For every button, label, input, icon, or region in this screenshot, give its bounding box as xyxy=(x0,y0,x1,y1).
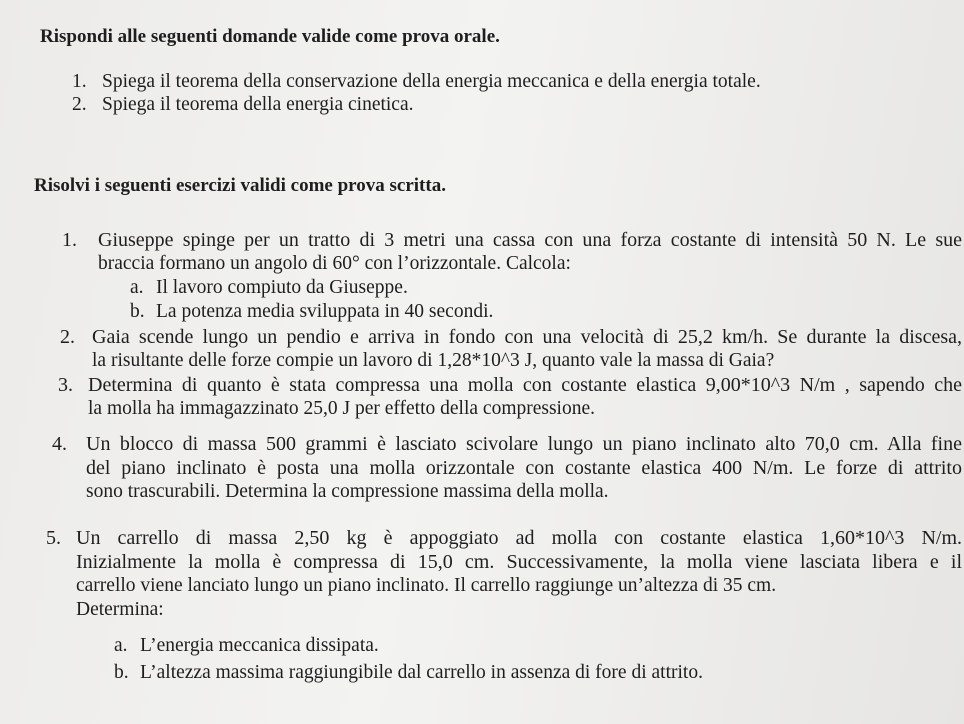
sub-item-text: L’energia meccanica dissipata. xyxy=(140,635,379,656)
sub-item-letter: a. xyxy=(114,635,128,656)
question-number: 2. xyxy=(72,94,87,115)
question-text: Spiega il teorema della conservazione della energia meccanica e della energia totale. xyxy=(102,71,761,92)
sub-item-letter: b. xyxy=(130,301,145,322)
exercise-number: 1. xyxy=(62,229,77,251)
exercise-line: del piano inclinato è posta una molla orizzontale con costante elastica 400 N/m. Le forze di attrito xyxy=(86,457,962,479)
exercise-line: braccia formano un angolo di 60° con l’orizzontale. Calcola: xyxy=(98,253,571,274)
exercise-number: 4. xyxy=(52,433,67,455)
sub-item xyxy=(114,636,379,656)
exercise-line: la risultante delle forze compie un lavoro di 1,28*10^3 J, quanto vale la massa di Gaia? xyxy=(92,350,775,371)
exercise-trailing: Determina: xyxy=(76,599,164,620)
oral-heading: Rispondi alle seguenti domande valide come prova orale. xyxy=(40,26,500,47)
oral-question xyxy=(72,72,761,92)
exercise-line: la molla ha immagazzinato 25,0 J per effetto della compressione. xyxy=(88,398,596,419)
exercise-line: sono trascurabili. Determina la compressione massima della molla. xyxy=(86,481,609,502)
question-number: 1. xyxy=(72,71,87,92)
question-text: Spiega il teorema della energia cinetica. xyxy=(102,94,414,115)
exercise-number: 5. xyxy=(46,527,61,549)
sub-item-letter: b. xyxy=(114,662,129,683)
sub-item-text: Il lavoro compiuto da Giuseppe. xyxy=(156,277,408,298)
exercise-number: 2. xyxy=(60,326,75,348)
exercise-line: Inizialmente la molla è compressa di 15,0 cm. Successivamente, la molla viene lasciata libera e il xyxy=(76,551,962,573)
exercise-line: carrello viene lanciato lungo un piano inclinato. Il carrello raggiunge un’altezza di 35 cm. xyxy=(76,575,777,596)
exercise-line: Un blocco di massa 500 grammi è lasciato scivolare lungo un piano inclinato alto 70,0 cm. Alla fine xyxy=(86,433,962,455)
sub-item-text: La potenza media sviluppata in 40 secondi. xyxy=(156,301,494,322)
oral-question xyxy=(72,95,414,115)
sub-item xyxy=(130,302,493,322)
exercise-line: Giuseppe spinge per un tratto di 3 metri una cassa con una forza costante di intensità 50 N. Le sue xyxy=(98,229,962,251)
sub-item-letter: a. xyxy=(130,277,144,298)
sub-item-text: L’altezza massima raggiungibile dal carrello in assenza di fore di attrito. xyxy=(140,662,703,683)
sub-item xyxy=(114,663,703,683)
exercise-line: Determina di quanto è stata compressa una molla con costante elastica 9,00*10^3 N/m , sapendo che xyxy=(88,374,962,396)
sub-item xyxy=(130,278,408,298)
exercise-number: 3. xyxy=(58,374,73,396)
written-heading: Risolvi i seguenti esercizi validi come prova scritta. xyxy=(34,175,446,196)
exercise-line: Un carrello di massa 2,50 kg è appoggiato ad molla con costante elastica 1,60*10^3 N/m. xyxy=(76,527,962,549)
exercise-line: Gaia scende lungo un pendio e arriva in fondo con una velocità di 25,2 km/h. Se durante la discesa, xyxy=(92,326,962,348)
